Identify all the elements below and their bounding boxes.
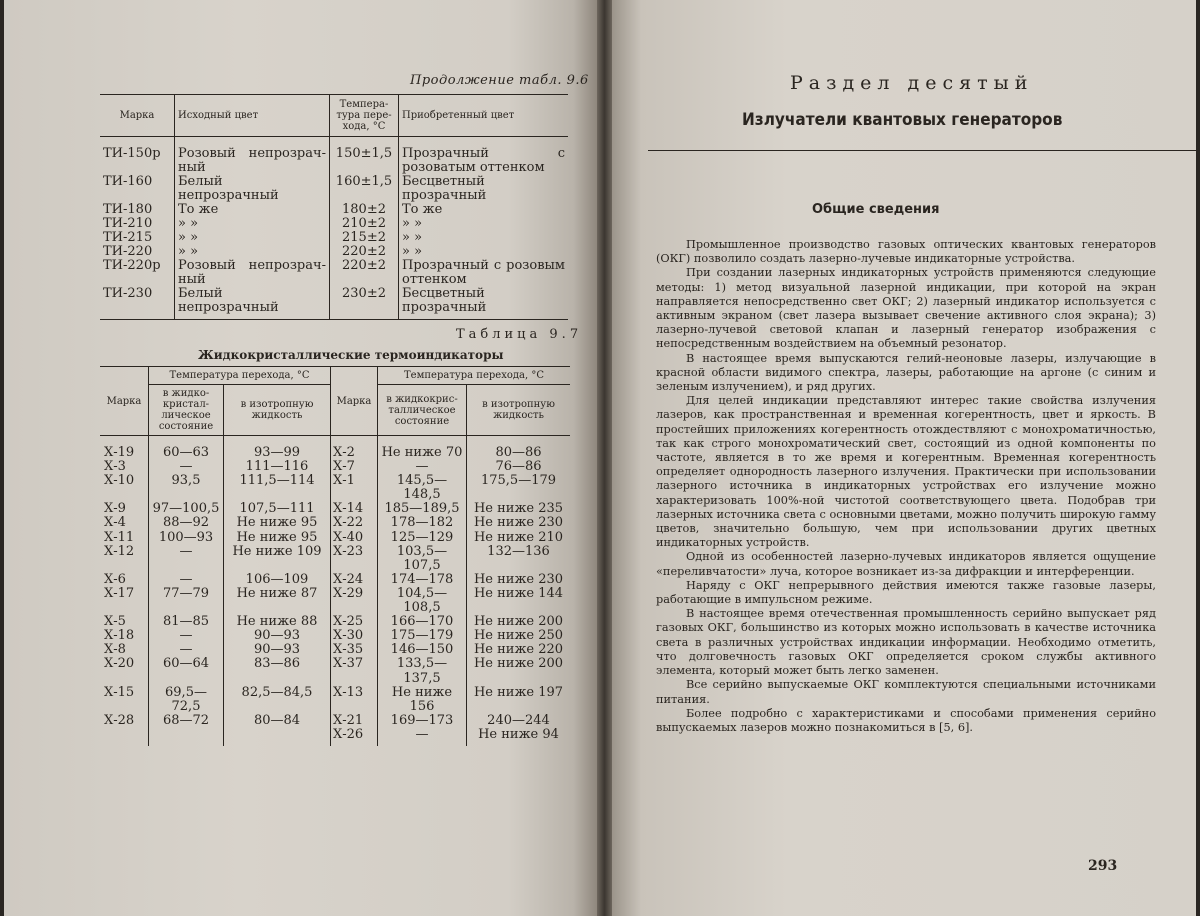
table-cell: 178—182 (378, 516, 467, 530)
table-cell: 185—189,5 (378, 502, 467, 516)
table-cell: 240—244 (467, 714, 571, 728)
table-cell: 80—84 (224, 714, 331, 728)
paragraph: В настоящее время выпускаются гелий-неоновые лазеры, излучающие в красной области видимого спектра, лазеры, работающие на аргоне (с синим и зеленым излучением), и ряд других. (656, 351, 1156, 394)
table-cell: 60—63 (149, 436, 224, 461)
table-cell: Не ниже 200 (467, 657, 571, 685)
table-row (100, 686, 570, 714)
table-cell: Бесцветный прозрачный (399, 287, 569, 320)
table-cell: Х-24 (331, 573, 378, 587)
table-cell: 220±2 (330, 245, 399, 259)
column-header: Приобретенный цвет (399, 95, 569, 137)
table-9-7 (100, 366, 570, 746)
table-cell: Х-8 (104, 642, 126, 658)
table-cell: 169—173 (378, 714, 467, 728)
table-row (100, 245, 568, 259)
table-cell: — (378, 728, 467, 746)
paragraph: Для целей индикации представляют интерес такие свойства излучения лазеров, как пространственная и временная когерентность, цвет и яркость. В простейших приложениях когерентность отождествляют с монохроматичностью, так как строго монохроматический свет, состоящий из одной компоненты по частоте, является в то же время и когерентным. Временная когерентность определяет однородность лазерного излучения. Практически при использовании лазерного источника в индикаторных устройствах его излучение можно характеризовать 100%-ной чистотой соответствующего цвета. Подобрав три лазерных источника света с основными цветами, можно получить широкую гамму цветов, значительно большую, чем при использовании других цветных индикаторных устройств. (656, 394, 1156, 550)
table-cell: Х-1 (331, 474, 378, 502)
table-cell: 80—86 (467, 436, 571, 461)
table-cell: 60—64 (149, 657, 224, 685)
table-cell: Х-20 (104, 656, 135, 672)
table-cell: » » (175, 217, 330, 231)
table-cell: 133,5—137,5 (378, 657, 467, 685)
paragraph: Одной из особенностей лазерно-лучевых индикаторов является ощущение «переливчатости» луча, которое возникает из-за дифракции и интерференции. (656, 550, 1156, 578)
table-cell: Х-4 (104, 515, 126, 531)
table-cell: Не ниже 88 (224, 615, 331, 629)
table-cell: Х-15 (104, 684, 135, 700)
table-cell: ТИ-215 (103, 230, 153, 245)
table-row (100, 259, 568, 287)
table-cell: Х-21 (331, 714, 378, 728)
column-header: в изотропную жидкость (224, 385, 331, 436)
table-cell: 230±2 (330, 287, 399, 320)
table-header-row (100, 95, 568, 137)
table-cell: 77—79 (149, 587, 224, 615)
table-cell: 146—150 (378, 643, 467, 657)
table-cell: 150±1,5 (330, 137, 399, 176)
table-cell: Х-11 (104, 529, 135, 545)
table-cell: Розовый непрозрач-ный (175, 259, 330, 287)
column-header: Марка (331, 367, 378, 436)
table-cell: 103,5—107,5 (378, 545, 467, 573)
table-row (100, 287, 568, 320)
table-cell: Прозрачный с розовым оттенком (399, 259, 569, 287)
table-cell: » » (399, 231, 569, 245)
table-header-row (100, 367, 570, 385)
table-row (100, 643, 570, 657)
table-cell: Не ниже 197 (467, 686, 571, 714)
table-cell: » » (175, 245, 330, 259)
table-cell: 93,5 (149, 474, 224, 502)
table-cell: 83—86 (224, 657, 331, 685)
table-cell: Не ниже 230 (467, 573, 571, 587)
table-cell: ТИ-220 (103, 244, 153, 259)
table-cell: — (149, 643, 224, 657)
table-row (100, 573, 570, 587)
table-cell (100, 728, 149, 746)
column-header: Марка (100, 95, 175, 137)
table-cell: Х-19 (104, 445, 135, 460)
table-cell: 175—179 (378, 629, 467, 643)
paragraph: Все серийно выпускаемые ОКГ комплектуются специальными источниками питания. (656, 678, 1156, 706)
table-cell: Х-13 (331, 686, 378, 714)
table-cell: 175,5—179 (467, 474, 571, 502)
table-row (100, 615, 570, 629)
table-cell: 210±2 (330, 217, 399, 231)
table-row (100, 516, 570, 530)
table-cell: 174—178 (378, 573, 467, 587)
table-cell: То же (399, 203, 569, 217)
table-cell: 220±2 (330, 259, 399, 287)
table-cell: Розовый непрозрач-ный (175, 137, 330, 176)
table-cell: » » (399, 245, 569, 259)
table-cell: Х-23 (331, 545, 378, 573)
column-group-header: Температура перехода, °С (378, 367, 571, 385)
page-number: 293 (1088, 858, 1118, 874)
table-cell: Х-18 (104, 628, 135, 644)
table-cell: Бесцветный прозрачный (399, 175, 569, 203)
column-group-header: Температура перехода, °С (149, 367, 331, 385)
table-row (100, 231, 568, 245)
column-header: в жидко-кристал-лическое состояние (149, 385, 224, 436)
table-cell: 111—116 (224, 460, 331, 474)
table-row (100, 137, 568, 176)
table-cell: Х-22 (331, 516, 378, 530)
column-header: Исходный цвет (175, 95, 330, 137)
table-row (100, 175, 568, 203)
table-row (100, 531, 570, 545)
table-cell: Х-3 (104, 459, 126, 475)
table-cell: 90—93 (224, 629, 331, 643)
table-cell: Не ниже 200 (467, 615, 571, 629)
table-cell: 93—99 (224, 436, 331, 461)
table-cell: Х-14 (331, 502, 378, 516)
table-cell: ТИ-180 (103, 202, 153, 217)
table-cell: Х-28 (104, 712, 135, 728)
table-cell: — (149, 545, 224, 573)
table-cell: 215±2 (330, 231, 399, 245)
table-cell: Не ниже 95 (224, 531, 331, 545)
table-cell: Х-25 (331, 615, 378, 629)
table-title: Жидкокристаллические термоиндикаторы (198, 348, 504, 362)
table-cell: » » (175, 231, 330, 245)
table-cell: Не ниже 109 (224, 545, 331, 573)
table-cell: 82,5—84,5 (224, 686, 331, 714)
table-cell: Не ниже 87 (224, 587, 331, 615)
table-cell: — (149, 629, 224, 643)
chapter-title: Излучатели квантовых генераторов (742, 110, 1063, 130)
table-row (100, 657, 570, 685)
table-cell: ТИ-210 (103, 216, 153, 231)
section-heading: Раздел десятый (790, 72, 1034, 94)
table-cell: Х-9 (104, 501, 126, 517)
table-cell: Х-5 (104, 614, 126, 630)
table-cell: Не ниже 144 (467, 587, 571, 615)
body-text (656, 238, 1156, 735)
table-cell: Х-30 (331, 629, 378, 643)
table-cell: 132—136 (467, 545, 571, 573)
subsection-heading: Общие сведения (812, 202, 940, 217)
table-cell: Х-29 (331, 587, 378, 615)
table-cell: Белый непрозрачный (175, 175, 330, 203)
table-9-6 (100, 94, 568, 320)
column-header: в жидкокрис-таллическое состояние (378, 385, 467, 436)
table-row (100, 728, 570, 746)
table-cell: — (149, 573, 224, 587)
table-cell: Х-6 (104, 571, 126, 587)
table-cell: Х-26 (331, 728, 378, 746)
table-cell: Х-2 (331, 436, 378, 461)
table-cell: Прозрачный с розоватым оттенком (399, 137, 569, 176)
table-cell: 76—86 (467, 460, 571, 474)
table-cell: » » (399, 217, 569, 231)
table-row (100, 217, 568, 231)
table-cell: ТИ-160 (103, 174, 153, 189)
table-cell: Не ниже 156 (378, 686, 467, 714)
table-cell: 68—72 (149, 714, 224, 728)
table-cell: 97—100,5 (149, 502, 224, 516)
table-cell: Х-7 (331, 460, 378, 474)
table-cell: Х-40 (331, 531, 378, 545)
table-cell: 69,5—72,5 (149, 686, 224, 714)
table-cell: Не ниже 235 (467, 502, 571, 516)
paragraph: В настоящее время отечественная промышленность серийно выпускает ряд газовых ОКГ, большинство из которых можно использовать в качестве источника света в различных устройствах индикации информации. Необходимо отметить, что долговечность газовых ОКГ определяется сроком службы активного элемента, который может быть легко заменен. (656, 607, 1156, 678)
column-header: Марка (100, 367, 149, 436)
table-cell: Х-10 (104, 473, 135, 489)
table-row (100, 545, 570, 573)
table-cell: 125—129 (378, 531, 467, 545)
table-row (100, 629, 570, 643)
divider (648, 150, 1198, 151)
table-cell (149, 728, 224, 746)
book-gutter (597, 0, 612, 916)
table-continuation-note: Продолжение табл. 9.6 (410, 73, 589, 88)
table-cell: — (378, 460, 467, 474)
paragraph: При создании лазерных индикаторных устройств применяются следующие методы: 1) метод визуальной лазерной индикации, при которой на экран направляется непосредственно свет ОКГ; 2) лазерный индикатор используется с активным экраном (свет лазера вызывает свечение активного слоя экрана); 3) лазерно-лучевой световой клапан и лазерный генератор изображения с непосредственным воздействием на объемный резонатор. (656, 266, 1156, 351)
table-label: Таблица 9.7 (456, 327, 583, 342)
paragraph: Наряду с ОКГ непрерывного действия имеются также газовые лазеры, работающие в импульсном режиме. (656, 578, 1156, 607)
table-cell: 180±2 (330, 203, 399, 217)
table-row (100, 714, 570, 728)
table-cell (224, 728, 331, 746)
table-cell: Не ниже 250 (467, 629, 571, 643)
table-cell: 145,5—148,5 (378, 474, 467, 502)
table-cell: 88—92 (149, 516, 224, 530)
table-cell: 160±1,5 (330, 175, 399, 203)
table-cell: Не ниже 230 (467, 516, 571, 530)
column-header: Темпера-тура пере-хода, °С (330, 95, 399, 137)
table-cell: Не ниже 210 (467, 531, 571, 545)
paragraph: Более подробно с характеристиками и способами применения серийно выпускаемых лазеров можно познакомиться в [5, 6]. (656, 706, 1156, 734)
table-cell: Х-17 (104, 585, 135, 601)
table-cell: Х-35 (331, 643, 378, 657)
table-row (100, 203, 568, 217)
table-cell: 81—85 (149, 615, 224, 629)
paragraph: Промышленное производство газовых оптических квантовых генераторов (ОКГ) позволило создать лазерно-лучевые индикаторные устройства. (656, 238, 1156, 266)
table-cell: 111,5—114 (224, 474, 331, 502)
table-cell: 166—170 (378, 615, 467, 629)
table-row (100, 502, 570, 516)
table-cell: 100—93 (149, 531, 224, 545)
table-cell: Не ниже 70 (378, 436, 467, 461)
table-cell: ТИ-220р (103, 258, 161, 273)
table-cell: 104,5—108,5 (378, 587, 467, 615)
table-cell: Белый непрозрачный (175, 287, 330, 320)
table-cell: Х-37 (331, 657, 378, 685)
table-cell: 90—93 (224, 643, 331, 657)
table-cell: ТИ-230 (100, 287, 175, 320)
table-cell: 106—109 (224, 573, 331, 587)
table-cell: 107,5—111 (224, 502, 331, 516)
table-cell: Не ниже 220 (467, 643, 571, 657)
table-row (100, 436, 570, 461)
table-cell: Не ниже 95 (224, 516, 331, 530)
table-row (100, 460, 570, 474)
table-row (100, 587, 570, 615)
table-cell: Не ниже 94 (467, 728, 571, 746)
table-cell: Х-12 (104, 543, 135, 559)
table-cell: То же (175, 203, 330, 217)
table-cell: — (149, 460, 224, 474)
table-cell: ТИ-150р (103, 146, 161, 161)
table-row (100, 474, 570, 502)
column-header: в изотропную жидкость (467, 385, 571, 436)
